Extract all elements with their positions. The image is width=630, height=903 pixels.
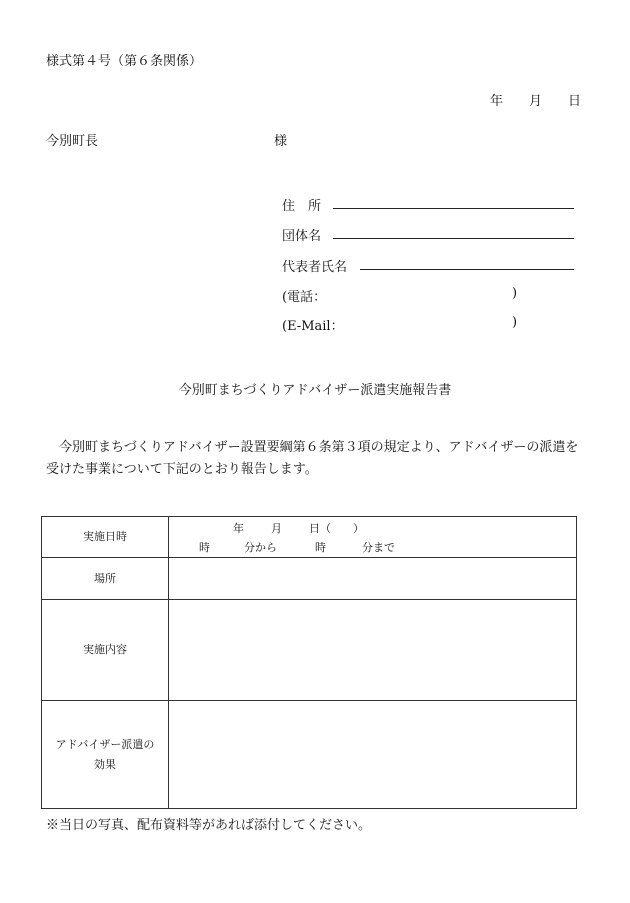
body-text: 今別町まちづくりアドバイザー設置要綱第６条第３項の規定より、アドバイザーの派遣を受けた事業について下記のとおり報告します。 [46, 440, 579, 477]
document-title: 今別町まちづくりアドバイザー派遣実施報告書 [178, 383, 452, 398]
dt-month: 月 [271, 522, 282, 535]
dt-day: 日（ ） [309, 522, 364, 535]
date-day: 日 [568, 94, 582, 109]
address-underline[interactable] [333, 208, 574, 209]
form-number: 様式第４号（第６条関係） [46, 54, 203, 69]
dt-minute-to: 分まで [362, 541, 395, 554]
effect-value-cell[interactable] [169, 701, 577, 809]
datetime-label: 実施日時 [83, 530, 127, 543]
datetime-label-cell [42, 517, 169, 558]
date-year: 年 [490, 94, 504, 109]
place-label: 場所 [94, 571, 116, 585]
phone-close-paren: ) [512, 286, 518, 301]
address-label: 住 所 [282, 199, 322, 214]
content-label: 実施内容 [83, 643, 127, 656]
representative-underline[interactable] [360, 269, 574, 270]
email-label: (E-Mail： [282, 319, 344, 334]
report-table [41, 516, 577, 809]
place-label-cell [42, 558, 169, 600]
dt-year: 年 [233, 522, 244, 535]
datetime-value-cell[interactable] [169, 517, 577, 558]
group-name-label: 団体名 [282, 229, 322, 244]
footnote: ※当日の写真、配布資料等があれば添付してください。 [46, 818, 372, 833]
content-label-cell [42, 600, 169, 701]
place-value-cell[interactable] [169, 558, 577, 600]
phone-label: (電話： [282, 290, 327, 305]
dt-minute-from: 分から [244, 541, 277, 554]
representative-label: 代表者氏名 [282, 260, 348, 275]
dt-hour-to: 時 [315, 541, 326, 554]
effect-label-line2: 効果 [94, 757, 116, 771]
group-name-underline[interactable] [333, 238, 574, 239]
dt-hour-from: 時 [199, 541, 210, 554]
addressee-honorific: 様 [274, 134, 288, 149]
effect-label-line1: アドバイザー派遣の [55, 737, 155, 751]
addressee-name: 今別町長 [46, 134, 99, 149]
effect-label-cell [42, 701, 169, 809]
content-value-cell[interactable] [169, 600, 577, 701]
email-close-paren: ) [512, 315, 518, 330]
date-month: 月 [529, 94, 543, 109]
date-line [490, 90, 581, 109]
